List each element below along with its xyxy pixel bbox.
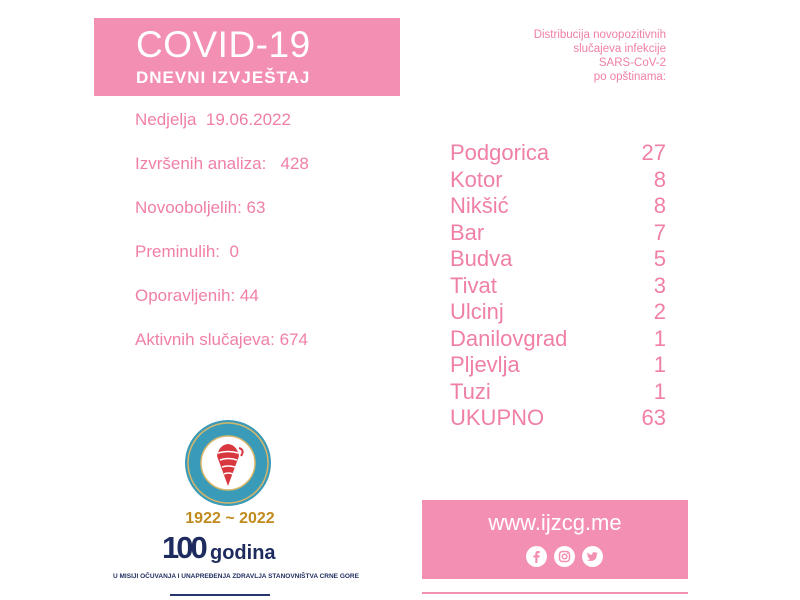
stat-new-cases: Novooboljelih: 63 — [135, 198, 266, 217]
municipality-count: 1 — [653, 325, 666, 351]
anniversary-years: 1922 ~ 2022 — [185, 510, 275, 527]
stat-deceased: Preminulih: 0 — [135, 242, 239, 261]
municipality-count: 8 — [653, 193, 666, 219]
municipality-row — [450, 405, 666, 432]
report-title: COVID-19 — [136, 24, 311, 65]
stat-recovered: Oporavljenih: 44 — [135, 286, 259, 305]
logo-divider — [170, 594, 270, 596]
distribution-heading-line: SARS-CoV-2 — [598, 57, 666, 69]
distribution-heading — [470, 28, 666, 84]
municipality-name: UKUPNO — [450, 405, 545, 431]
anniversary-100: 100 — [162, 530, 205, 565]
municipality-name: Bar — [450, 219, 485, 245]
website-link[interactable]: www.ijzcg.me — [488, 510, 622, 535]
distribution-heading-line: slučajeva infekcije — [573, 43, 666, 55]
municipality-name: Budva — [450, 246, 513, 272]
municipality-row — [450, 220, 666, 247]
municipality-name: Pljevlja — [450, 352, 520, 378]
municipality-name: Kotor — [450, 166, 503, 192]
report-subtitle: DNEVNI IZVJEŠTAJ — [136, 68, 311, 87]
municipality-name: Danilovgrad — [450, 325, 568, 351]
stat-active: Aktivnih slučajeva: 674 — [135, 330, 308, 349]
footer-box — [422, 500, 688, 579]
municipality-row — [450, 299, 666, 326]
distribution-heading-line: Distribucija novopozitivnih — [533, 29, 666, 41]
municipality-row — [450, 352, 666, 379]
municipality-row — [450, 167, 666, 194]
municipality-count: 1 — [653, 378, 666, 404]
twitter-icon[interactable] — [582, 546, 603, 567]
municipality-count: 3 — [653, 272, 666, 298]
municipality-row — [450, 193, 666, 220]
municipality-name: Tivat — [450, 272, 497, 298]
municipality-row — [450, 379, 666, 406]
footer-divider — [422, 592, 688, 594]
municipality-count: 8 — [653, 166, 666, 192]
report-date: Nedjelja 19.06.2022 — [135, 110, 291, 129]
municipality-count: 7 — [653, 219, 666, 245]
municipality-count: 5 — [653, 246, 666, 272]
stat-analyses: Izvršenih analiza: 428 — [135, 154, 309, 173]
municipality-list — [450, 140, 666, 432]
municipality-row — [450, 326, 666, 353]
municipality-name: Ulcinj — [450, 299, 504, 325]
municipality-name: Tuzi — [450, 378, 491, 404]
institute-mission: U MISIJI OČUVANJA I UNAPREĐENJA ZDRAVLJA STANOVNIŠTVA CRNE GORE — [113, 573, 359, 580]
institute-seal-icon — [183, 418, 273, 508]
municipality-count: 2 — [653, 299, 666, 325]
municipality-count: 1 — [653, 352, 666, 378]
municipality-count: 27 — [641, 140, 666, 166]
municipality-row — [450, 140, 666, 167]
municipality-row — [450, 273, 666, 300]
municipality-row — [450, 246, 666, 273]
distribution-heading-line: po opštinama: — [593, 71, 666, 83]
municipality-name: Nikšić — [450, 193, 509, 219]
anniversary-godina: godina — [210, 542, 276, 564]
municipality-name: Podgorica — [450, 140, 550, 166]
municipality-count: 63 — [641, 405, 666, 431]
report-header — [94, 18, 400, 96]
facebook-icon[interactable] — [526, 546, 547, 567]
instagram-icon[interactable] — [554, 546, 575, 567]
